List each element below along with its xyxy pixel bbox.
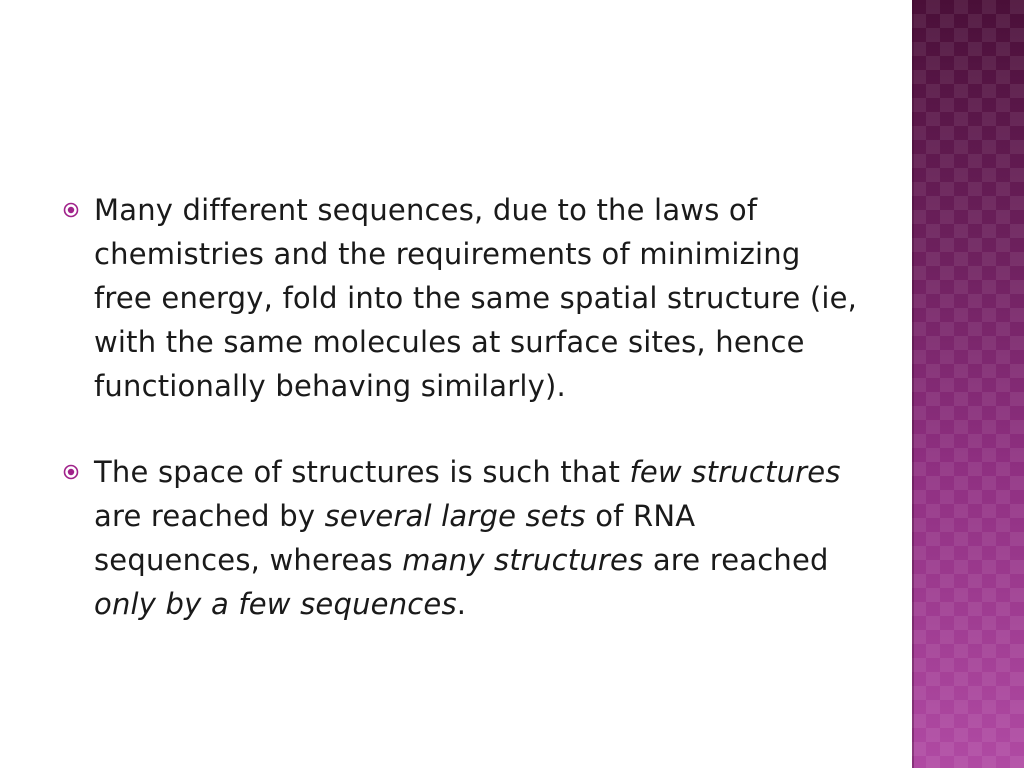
emphasis-text: few structures — [629, 455, 841, 489]
bullet-text-segment: are reached by — [94, 499, 325, 533]
circled-dot-bullet-icon — [63, 202, 79, 218]
slide-body — [60, 188, 860, 626]
bullet-text: Many different sequences, due to the laws of chemistries and the requirements of minimizing free energy, fold into the same spatial structure (ie, with the same molecules at surface sites, hence functionally behaving similarly). — [94, 193, 858, 403]
bullet-text-segment: The space of structures is such that — [94, 455, 630, 489]
side-band-edge — [912, 0, 914, 768]
bullet-item — [60, 188, 860, 408]
decorative-side-band — [912, 0, 1024, 768]
bullet-item — [60, 450, 860, 626]
emphasis-text: several large sets — [324, 499, 586, 533]
circled-dot-bullet-icon — [63, 464, 79, 480]
bullet-text-segment: are reached — [643, 543, 829, 577]
emphasis-text: only by a few sequences — [94, 587, 457, 621]
emphasis-text: many structures — [402, 543, 644, 577]
bullet-text-segment: of RNA sequences, whereas — [94, 499, 696, 577]
bullet-text-segment: . — [456, 587, 467, 621]
